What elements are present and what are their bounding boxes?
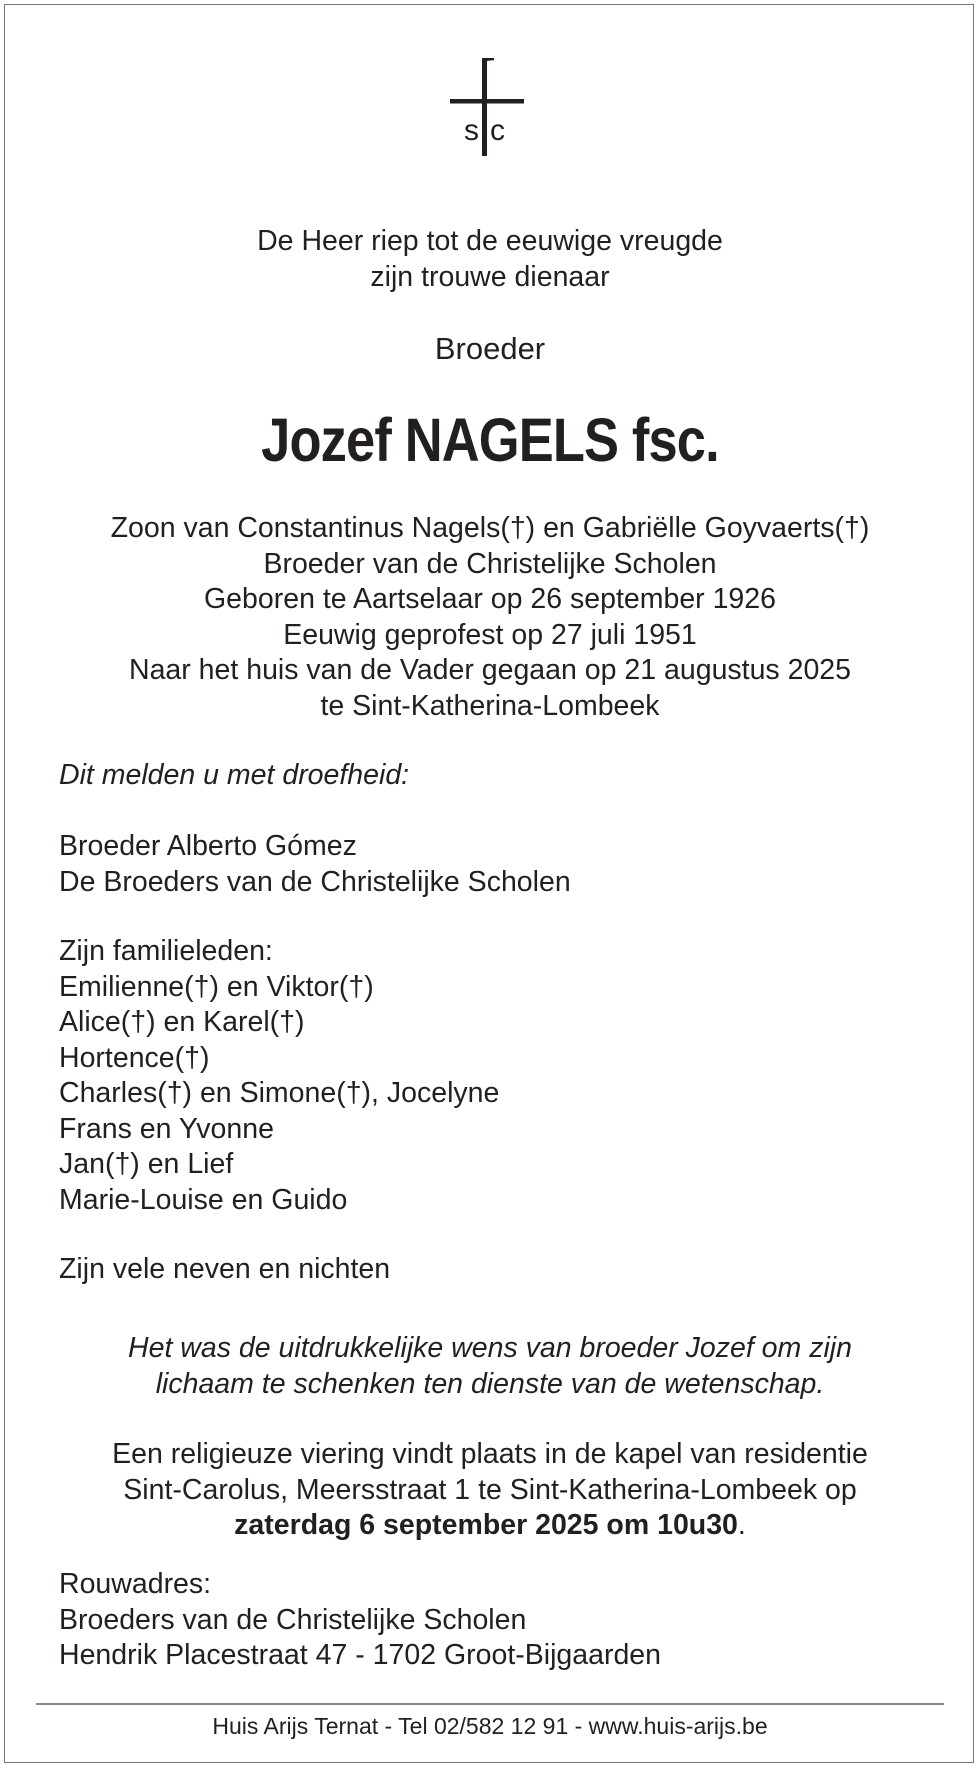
- wish-line: lichaam te schenken ten dienste van de wetenschap.: [155, 1367, 825, 1400]
- bio-line: Naar het huis van de Vader gegaan op 21 augustus 2025: [128, 654, 852, 686]
- announcement-intro: Dit melden u met droefheid:: [59, 759, 410, 791]
- service-info: [0, 1437, 980, 1544]
- family-heading: Zijn familieleden:: [59, 935, 273, 967]
- footer-divider: [36, 1703, 944, 1705]
- donation-wish: [0, 1331, 980, 1402]
- service-date-line: [0, 1508, 980, 1544]
- logo-letter-c: c: [490, 114, 505, 147]
- bio-line: Geboren te Aartselaar op 26 september 1926: [204, 583, 776, 615]
- family-list: [59, 934, 499, 1218]
- family-member: Hortence(†): [59, 1041, 210, 1074]
- family-member: Charles(†) en Simone(†), Jocelyne: [59, 1077, 500, 1109]
- headline-line: zijn trouwe dienaar: [370, 260, 610, 293]
- title-prefix: Broeder: [434, 331, 546, 366]
- wish-line: Het was de uitdrukkelijke wens van broeder Jozef om zijn: [128, 1332, 852, 1364]
- family-member: Marie-Louise en Guido: [59, 1183, 348, 1216]
- cross-sc-icon: [448, 58, 526, 158]
- service-line: Een religieuze viering vindt plaats in de kapel van residentie: [112, 1438, 868, 1470]
- address-line: Broeders van de Christelijke Scholen: [59, 1603, 527, 1636]
- sender-line: Broeder Alberto Gómez: [59, 830, 357, 862]
- family-member: Frans en Yvonne: [59, 1112, 274, 1145]
- headline: [0, 224, 980, 295]
- bio-line: Zoon van Constantinus Nagels(†) en Gabriëlle Goyvaerts(†): [110, 512, 870, 544]
- bio-line: Eeuwig geprofest op 27 juli 1951: [283, 618, 697, 651]
- funeral-home-footer: Huis Arijs Ternat - Tel 02/582 12 91 - www.huis-arijs.be: [212, 1713, 768, 1739]
- biography: [0, 511, 980, 724]
- headline-line: De Heer riep tot de eeuwige vreugde: [257, 225, 723, 257]
- senders: [59, 829, 571, 900]
- service-date-suffix: .: [737, 1509, 746, 1541]
- family-member: Emilienne(†) en Viktor(†): [59, 970, 374, 1003]
- family-member: Jan(†) en Lief: [59, 1148, 234, 1180]
- bio-line: te Sint-Katherina-Lombeek: [320, 689, 660, 722]
- family-member: Alice(†) en Karel(†): [59, 1006, 305, 1038]
- service-date: zaterdag 6 september 2025 om 10u30: [234, 1509, 738, 1541]
- logo-letter-s: s: [464, 114, 479, 147]
- bio-line: Broeder van de Christelijke Scholen: [263, 547, 717, 580]
- mourning-address: [59, 1567, 661, 1674]
- service-line: Sint-Carolus, Meersstraat 1 te Sint-Katherina-Lombeek op: [123, 1473, 857, 1506]
- deceased-name: Jozef NAGELS fsc.: [261, 406, 719, 474]
- address-heading: Rouwadres:: [59, 1568, 212, 1600]
- sender-line: De Broeders van de Christelijke Scholen: [59, 865, 571, 898]
- relatives-note: Zijn vele neven en nichten: [59, 1253, 391, 1285]
- address-line: Hendrik Placestraat 47 - 1702 Groot-Bijgaarden: [59, 1639, 661, 1671]
